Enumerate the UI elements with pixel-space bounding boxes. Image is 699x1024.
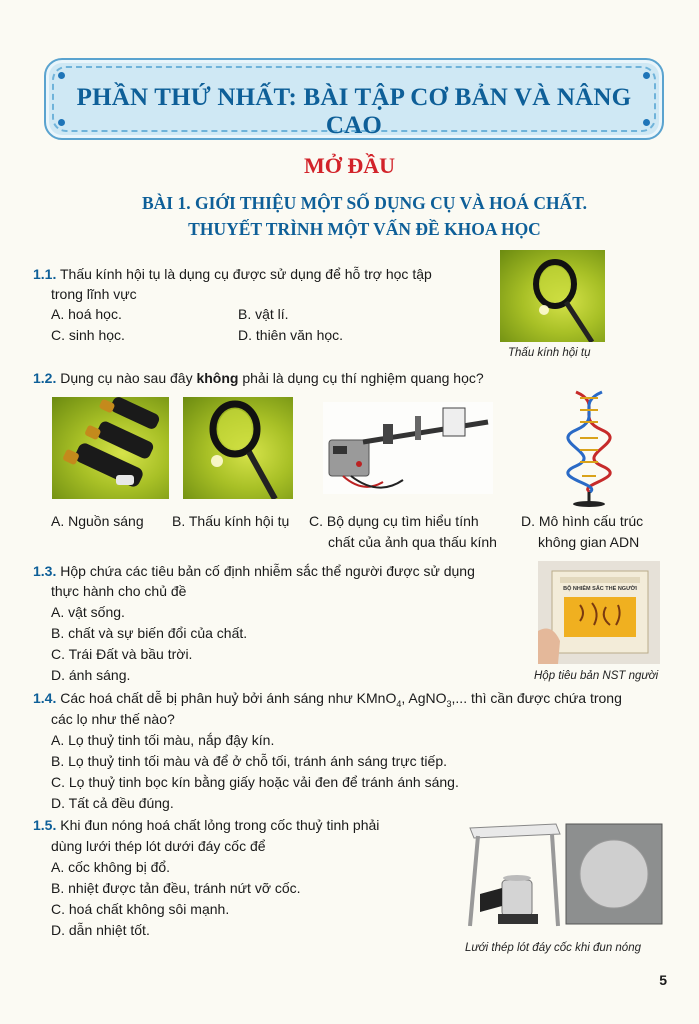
option-c: C. hoá chất không sôi mạnh. [51,901,230,917]
convex-lens-image-2 [183,397,293,499]
page-number: 5 [659,972,667,988]
question-1-3 [33,562,475,581]
question-text-cont: thực hành cho chủ đề [51,583,187,599]
option-c: C. Trái Đất và bầu trời. [51,646,193,662]
light-source-illustration [52,397,169,499]
option-c: C. Lọ thuỷ tinh bọc kín bằng giấy hoặc vải đen để tránh ánh sáng. [51,774,459,790]
wire-gauze-illustration [460,814,666,936]
subscript: 3 [446,698,452,709]
lens-caption: Thấu kính hội tụ [508,347,591,359]
wire-gauze-image [460,814,666,936]
part-title: PHẦN THỨ NHẤT: BÀI TẬP CƠ BẢN VÀ NÂNG CAO [76,84,632,139]
subscript: 4 [396,698,402,709]
question-number: 1.2. [33,370,57,386]
optics-kit-image [323,402,493,494]
dna-model-image [566,388,612,508]
option-b: B. Thấu kính hội tụ [172,513,290,529]
question-number: 1.1. [33,266,57,282]
lens-illustration [183,397,293,499]
question-text: Các hoá chất dễ bị phân huỷ bởi ánh sáng như KMnO [60,690,397,706]
question-1-1 [33,265,432,284]
option-a: A. Nguồn sáng [51,513,144,529]
option-b: B. Lọ thuỷ tinh tối màu và để ở chỗ tối, tránh ánh sáng trực tiếp. [51,753,447,769]
dna-model-illustration [566,388,612,508]
lesson-title-line2: THUYẾT TRÌNH MỘT VẤN ĐỀ KHOA HỌC [188,219,541,239]
section-title: MỞ ĐẦU [303,153,396,178]
option-c: C. sinh học. [51,327,125,343]
question-text-cont: trong lĩnh vực [51,286,137,302]
chromosome-box-illustration [538,561,660,664]
lesson-title [60,190,669,242]
optics-kit-illustration [323,402,493,494]
question-text: Dụng cụ nào sau đây [60,370,197,386]
option-c-cont: chất của ảnh qua thấu kính [328,534,497,550]
question-number: 1.5. [33,817,57,833]
option-d: D. ánh sáng. [51,667,131,683]
question-text: Hộp chứa các tiêu bản cố định nhiễm sắc thể người được sử dụng [60,563,475,579]
lens-illustration [500,250,605,342]
light-source-image [52,397,169,499]
option-a: A. cốc không bị đổ. [51,859,171,875]
option-b: B. chất và sự biến đổi của chất. [51,625,248,641]
question-1-2 [33,369,484,388]
question-text: Thấu kính hội tụ là dụng cụ được sử dụng để hỗ trợ học tập [60,266,432,282]
option-d: D. Mô hình cấu trúc [521,513,644,529]
corner-dot [643,72,650,79]
question-text: Khi đun nóng hoá chất lỏng trong cốc thuỷ tinh phải [60,817,380,833]
convex-lens-image [500,250,605,342]
option-d: D. Tất cả đều đúng. [51,795,174,811]
question-number: 1.4. [33,690,57,706]
chromosome-box-caption: Hộp tiêu bản NST người [534,670,659,682]
question-text-cont: các lọ như thế nào? [51,711,175,727]
question-text: , AgNO [401,690,447,706]
option-a: A. hoá học. [51,306,122,322]
part-banner [44,58,664,140]
option-a: A. vật sống. [51,604,125,620]
box-label: BỘ NHIỄM SẮC THỂ NGƯỜI [563,586,637,592]
option-c: C. Bộ dụng cụ tìm hiểu tính [309,513,479,529]
wire-gauze-caption: Lưới thép lót đáy cốc khi đun nóng [465,942,641,954]
lesson-title-line1: BÀI 1. GIỚI THIỆU MỘT SỐ DỤNG CỤ VÀ HOÁ CHẤT. [141,193,588,213]
option-b: B. vật lí. [238,306,289,322]
emphasis-not: không [196,370,239,386]
option-d: D. dẫn nhiệt tốt. [51,922,150,938]
question-1-5 [33,816,379,835]
option-a: A. Lọ thuỷ tinh tối màu, nắp đậy kín. [51,732,275,748]
option-d: D. thiên văn học. [238,327,344,343]
question-number: 1.3. [33,563,57,579]
option-d-cont: không gian ADN [538,534,640,550]
question-text-cont: dùng lưới thép lót dưới đáy cốc để [51,838,266,854]
option-b: B. nhiệt được tản đều, tránh nứt vỡ cốc. [51,880,301,896]
corner-dot [58,72,65,79]
question-text: ,... thì cần được chứa trong [451,690,622,706]
question-text: phải là dụng cụ thí nghiệm quang học? [238,370,484,386]
chromosome-box-image [538,561,660,664]
